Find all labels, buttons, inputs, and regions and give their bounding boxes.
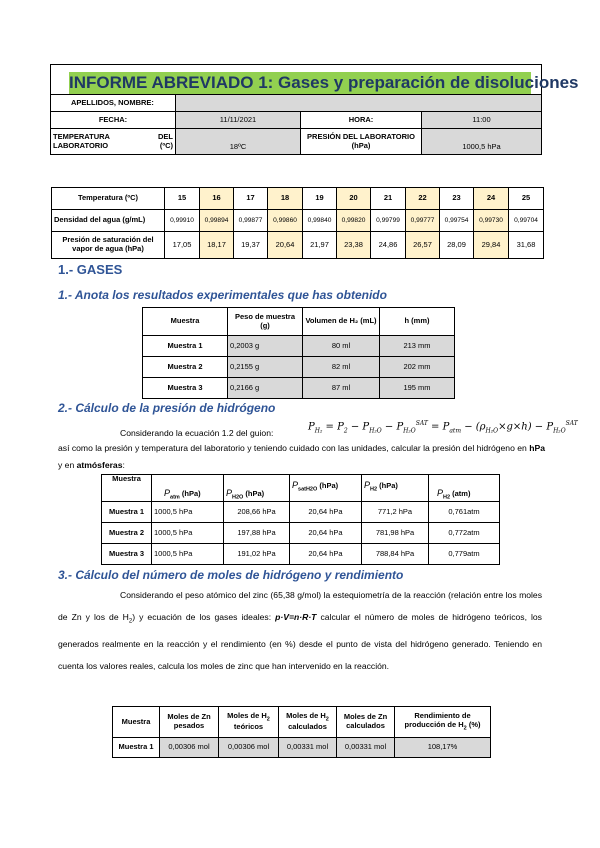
q1-header-peso: Peso de muestra (g) [228,308,303,336]
q2-cell: Muestra 3 [102,544,152,565]
ref-cell-densities: 0,99877 [234,210,268,232]
ref-cell-densities: 0,99820 [337,210,371,232]
q2-text: así como la presión y temperatura del laboratorio y teniendo cuidado con las unidades, calcular la presión del hidrógeno en hPa y en atmósferas: [58,443,545,470]
q2-cell: 20,64 hPa [290,502,362,523]
q2-title: 2.- Cálculo de la presión de hidrógeno [58,401,276,415]
q3-cell: 0,00331 mol [279,738,337,758]
q3-table [112,706,491,758]
q2-table [101,474,500,565]
table-row [102,544,500,565]
ref-cell-densities: 0,99894 [200,210,234,232]
ref-cell-temperatures: 23 [440,188,474,210]
q1-cell: 0,2166 g [228,378,303,399]
ref-row-label-temperature: Temperatura (ºC) [52,188,165,210]
table-row [143,357,455,378]
q2-header-ph2o: $P_{H2O}$ (hPa) [224,475,290,502]
q3-cell: Muestra 1 [113,738,160,758]
fecha-label: FECHA: [51,112,176,129]
ref-cell-densities: 0,99860 [268,210,303,232]
q1-table [142,307,455,399]
ref-cell-temperatures: 18 [268,188,303,210]
table-row [113,738,491,758]
q1-header-h: h (mm) [380,308,455,336]
q2-cell: Muestra 2 [102,523,152,544]
q2-cell: 781,98 hPa [362,523,429,544]
q1-cell: Muestra 3 [143,378,228,399]
fecha-value: 11/11/2021 [176,112,301,129]
hora-value: 11:00 [422,112,542,129]
q3-cell: 0,00331 mol [337,738,395,758]
q3-header-muestra: Muestra [113,707,160,738]
q2-cell: 1000,5 hPa [152,502,224,523]
q2-cell: 771,2 hPa [362,502,429,523]
q2-cell: 0,761atm [429,502,500,523]
ref-cell-pressures: 17,05 [165,232,200,259]
q2-cell: 20,64 hPa [290,544,362,565]
ref-cell-temperatures: 24 [474,188,509,210]
apellidos-value [176,95,542,112]
ref-cell-pressures: 29,84 [474,232,509,259]
q2-cell: 1000,5 hPa [152,523,224,544]
q2-header-patm: $P_{atm}$ (hPa) [152,475,224,502]
section-1-title: 1.- GASES [58,262,123,277]
q3-header-h2-teoricos: Moles de $H_2$ teóricos [219,707,279,738]
ref-cell-temperatures: 16 [200,188,234,210]
q2-cell: Muestra 1 [102,502,152,523]
q2-header-ph2-atm: $P_{H2}$ (atm) [429,475,500,502]
ref-cell-pressures: 19,37 [234,232,268,259]
q3-cell: 0,00306 mol [219,738,279,758]
q2-cell: 208,66 hPa [224,502,290,523]
ref-cell-pressures: 18,17 [200,232,234,259]
header-table [50,94,542,155]
hora-label: HORA: [301,112,422,129]
ref-cell-densities: 0,99910 [165,210,200,232]
table-row [143,336,455,357]
q2-cell: 191,02 hPa [224,544,290,565]
ref-cell-densities: 0,99754 [440,210,474,232]
presion-label: PRESIÓN DEL LABORATORIO (hPa) [301,129,422,155]
ref-cell-temperatures: 15 [165,188,200,210]
ref-cell-temperatures: 17 [234,188,268,210]
q1-cell: 0,2155 g [228,357,303,378]
temp-value: 18ºC [176,129,301,155]
q1-cell: Muestra 2 [143,357,228,378]
q1-cell: 0,2003 g [228,336,303,357]
q1-cell: 82 ml [303,357,380,378]
q3-header-zn-calculados: Moles de Zn calculados [337,707,395,738]
q3-text: Considerando el peso atómico del zinc (65,38 g/mol) la estequiometría de la reacción (relación entre los moles de Zn y los de $H_2$) y ecuación de los gases ideales: p·V=n·R·T calcular el número de moles de hidrógeno teóricos, los generados realmente en la reacción y el rendimiento (en %) desde el punto de vista del hidrógeno generado. Teniendo en cuenta los valores reales, calcula los moles de zinc que han intervenido en la reacción. [58,590,542,671]
q1-header-volumen: Volumen de H₂ (mL) [303,308,380,336]
temp-label: TEMPERATURA DEL LABORATORIO (ºC) [51,129,176,155]
q3-header-rendimiento: Rendimiento de producción de $H_2$ (%) [395,707,491,738]
report-title: INFORME ABREVIADO 1: Gases y preparación de disoluciones [69,73,579,92]
ref-row-label-density: Densidad del agua (g/mL) [52,210,165,232]
ref-cell-pressures: 31,68 [509,232,544,259]
q1-cell: 195 mm [380,378,455,399]
equation-1-2: $P_{H_2} = P_2 - P_{H_2O} - P_{H_2O}^{SAT} = P_{atm} - (\rho_{H_2O}\times g\times h) - P_{H_2O}^{SAT}$ [308,420,578,435]
q3-title: 3.- Cálculo del número de moles de hidrógeno y rendimiento [58,568,404,582]
ref-cell-densities: 0,99777 [406,210,440,232]
q1-cell: 80 ml [303,336,380,357]
ref-cell-temperatures: 25 [509,188,544,210]
q1-cell: 213 mm [380,336,455,357]
ref-cell-pressures: 26,57 [406,232,440,259]
ref-cell-densities: 0,99730 [474,210,509,232]
q2-header-muestra: Muestra [102,475,152,502]
q2-cell: 0,779atm [429,544,500,565]
q2-cell: 197,88 hPa [224,523,290,544]
q2-cell: 1000,5 hPa [152,544,224,565]
q2-intro: Considerando la ecuación 1.2 del guion: [120,428,274,438]
q3-cell: 108,17% [395,738,491,758]
q3-header-zn-pesados: Moles de Zn pesados [160,707,219,738]
ref-cell-densities: 0,99704 [509,210,544,232]
ref-cell-temperatures: 20 [337,188,371,210]
q2-cell: 0,772atm [429,523,500,544]
q2-header-ph2-hpa: $P_{H2}$ (hPa) [362,475,429,502]
ref-cell-densities: 0,99799 [371,210,406,232]
q2-cell: 788,84 hPa [362,544,429,565]
q2-header-psat: $P_{satH2O}$ (hPa) [290,475,362,502]
q3-cell: 0,00306 mol [160,738,219,758]
q2-cell: 20,64 hPa [290,523,362,544]
q3-header-h2-calculados: Moles de $H_2$ calculados [279,707,337,738]
q1-header-muestra: Muestra [143,308,228,336]
ref-row-label-pressure: Presión de saturación del vapor de agua (hPa) [52,232,165,259]
q1-cell: 202 mm [380,357,455,378]
ref-cell-temperatures: 21 [371,188,406,210]
ref-cell-pressures: 21,97 [303,232,337,259]
reference-table [51,187,544,259]
apellidos-label: APELLIDOS, NOMBRE: [51,95,176,112]
table-row [102,523,500,544]
table-row [143,378,455,399]
ref-cell-densities: 0,99840 [303,210,337,232]
q1-title: 1.- Anota los resultados experimentales que has obtenido [58,288,387,302]
q1-cell: 87 ml [303,378,380,399]
ref-cell-pressures: 24,86 [371,232,406,259]
ref-cell-pressures: 28,09 [440,232,474,259]
presion-value: 1000,5 hPa [422,129,542,155]
ref-cell-pressures: 23,38 [337,232,371,259]
table-row [102,502,500,523]
ref-cell-pressures: 20,64 [268,232,303,259]
ref-cell-temperatures: 19 [303,188,337,210]
ref-cell-temperatures: 22 [406,188,440,210]
q1-cell: Muestra 1 [143,336,228,357]
